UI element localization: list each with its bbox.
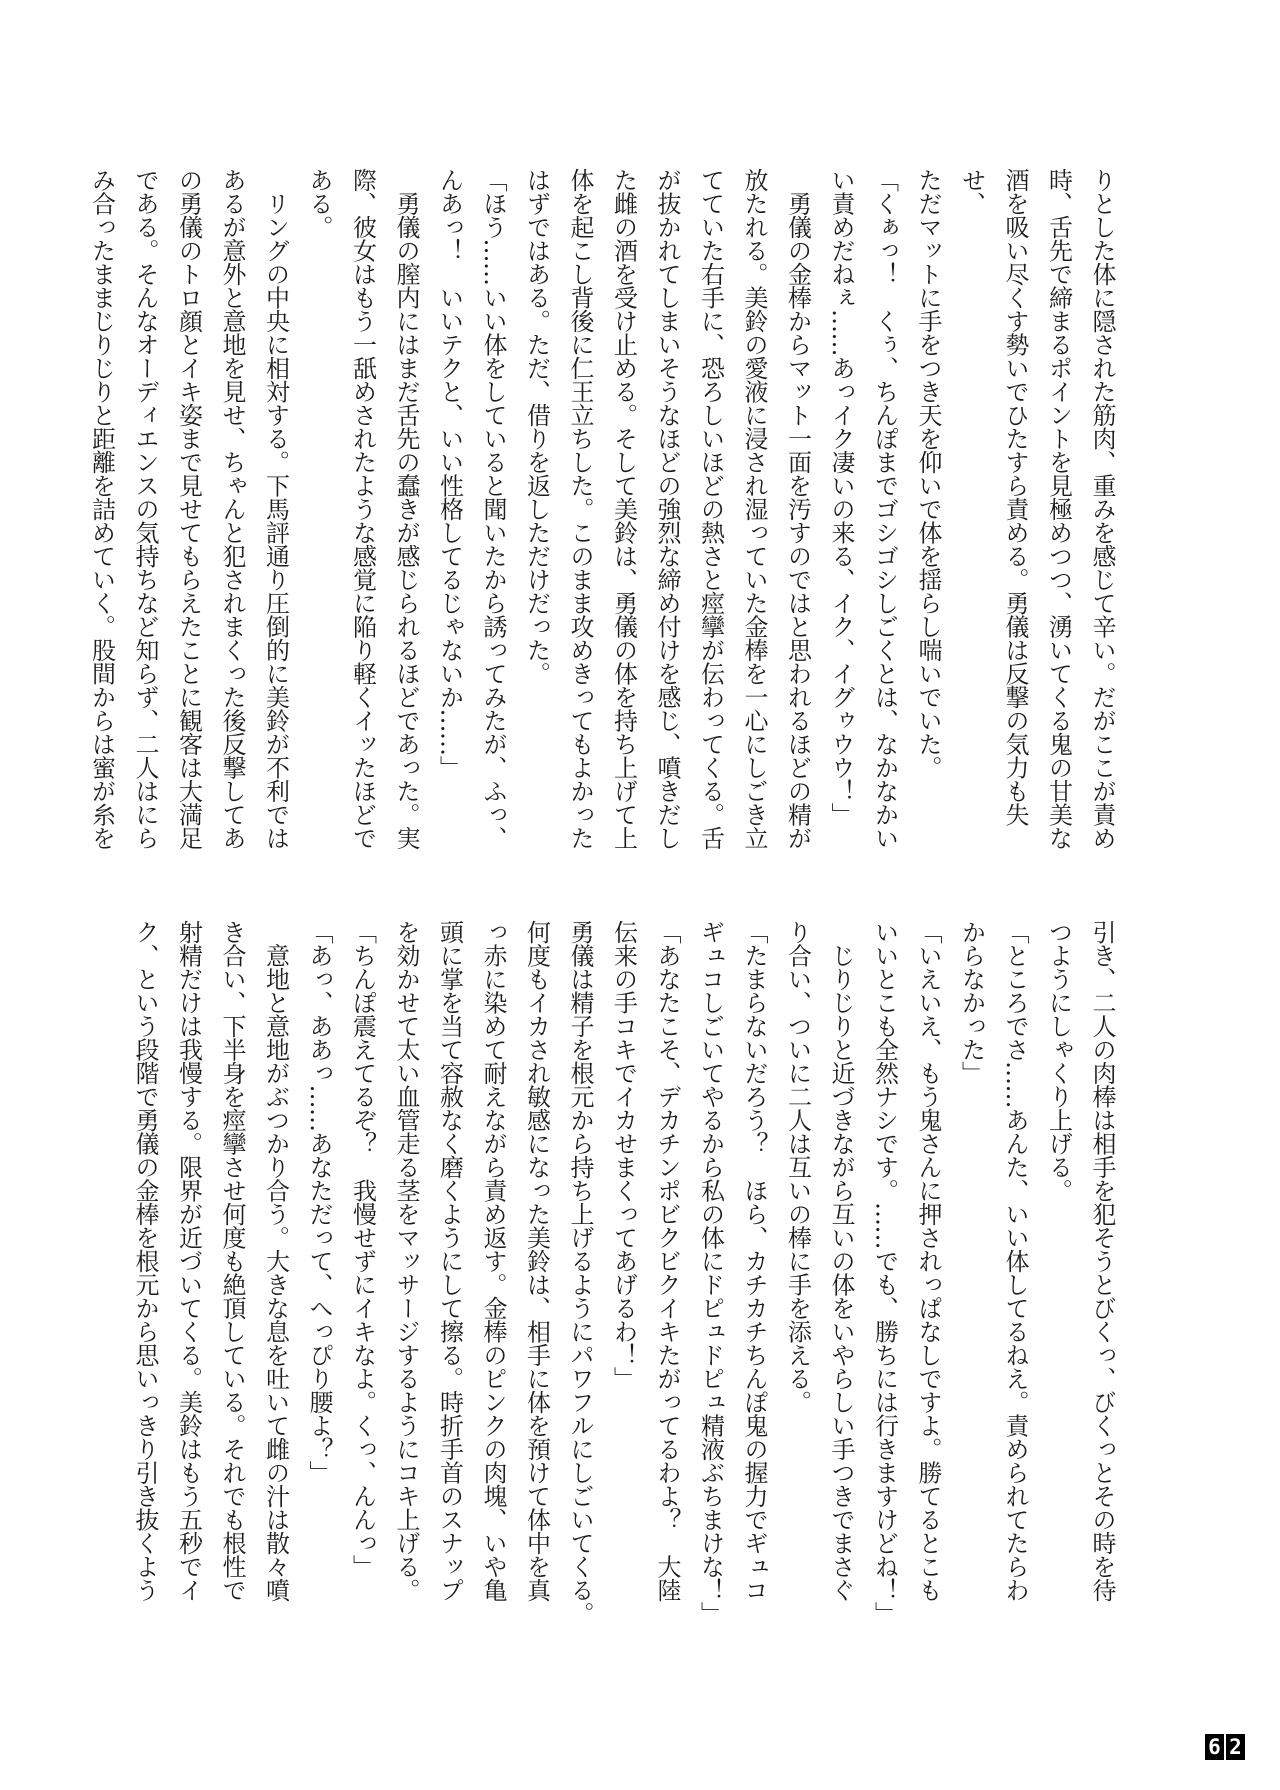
- text-line: 「ほう……いい体をしていると聞いたから誘ってみたが、ふっ、: [479, 168, 507, 850]
- text-line: 際、彼女はもう一舐めされたような感覚に陥り軽くイッたほどで: [348, 168, 377, 850]
- text-line: 「あなたこそ、デカチンポビクビクイキたがってるわよ？ 大陸: [653, 920, 681, 1602]
- text-line: 「たまらないだろう？ ほら、カチカチちんぽ鬼の握力でギュコ: [740, 920, 768, 1602]
- text-line: 勇儀は精子を根元から持ち上げるようにパワフルにしごいてくる。: [566, 920, 594, 1625]
- text-line: 伝来の手コキでイカせまくってあげるわ！」: [609, 920, 638, 1390]
- text-line: 酒を吸い尽くす勢いでひたすら責める。勇儀は反撃の気力も失せ、: [957, 168, 1029, 826]
- text-line: 意地と意地がぶつかり合う。大きな息を吐いて雌の汁は散々噴: [261, 920, 290, 1602]
- text-line: き合い、下半身を痙攣させ何度も絶頂している。それでも根性で: [218, 920, 246, 1602]
- text-line: み合ったままじりじりと距離を詰めていく。股間からは蜜が糸を: [87, 168, 116, 850]
- page-number: [1205, 1734, 1245, 1760]
- text-line: である。そんなオーディエンスの気持ちなど知らず、二人はにら: [131, 168, 159, 850]
- page-number-digit: 2: [1226, 1734, 1245, 1760]
- text-line: り合い、ついに二人は互いの棒に手を添える。: [783, 920, 812, 1414]
- text-line: あるが意外と意地を見せ、ちゃんと犯されまくった後反撃してあ: [218, 168, 246, 850]
- text-line: 頭に掌を当て容赦なく磨くようにして擦る。時折手首のスナップ: [435, 920, 464, 1602]
- text-line: 何度もイカされ敏感になった美鈴は、相手に体を預けて体中を真: [522, 920, 551, 1602]
- text-line: じりじりと近づきながら互いの体をいやらしい手つきでまさぐ: [827, 920, 855, 1602]
- text-line: んあっ！ いいテクと、いい性格してるじゃないか……」: [435, 168, 464, 779]
- text-line: 射精だけは我慢する。限界が近づいてくる。美鈴はもう五秒でイ: [174, 920, 203, 1602]
- text-line: いいとこも全然ナシです。……でも、勝ちには行きますけどね！」: [870, 920, 899, 1625]
- text-line: が抜かれてしまいそうなほどの強烈な締め付けを感じ、噴きだし: [653, 168, 681, 850]
- text-line: ただマットに手をつき天を仰いで体を揺らし喘いでいた。: [914, 168, 942, 779]
- text-line: つようにしゃくり上げる。: [1044, 920, 1073, 1202]
- text-block-top: [79, 168, 1123, 868]
- text-line: りとした体に隠された筋肉、重みを感じて辛い。だがここが責め: [1088, 168, 1116, 850]
- text-line: ある。: [305, 168, 333, 239]
- text-line: 「ところでさ……あんた、いい体してるねえ。責められてたらわ: [1001, 920, 1029, 1602]
- text-line: い責めだねぇ……あっイク凄いの来る、イク、イグゥウウ！」: [827, 168, 855, 826]
- text-line: 「あっ、ああっ……あなただって、へっぴり腰よ？」: [305, 920, 333, 1484]
- text-line: ギュコしごいてやるから私の体にドピュドピュ精液ぶちまけな！」: [696, 920, 725, 1625]
- text-line: 「くぁっ！ くぅ、ちんぽまでゴシゴシしごくとは、なかなかい: [870, 168, 899, 850]
- text-line: た雌の酒を受け止める。そして美鈴は、勇儀の体を持ち上げて上: [609, 168, 638, 850]
- text-line: からなかった」: [957, 920, 986, 1085]
- text-line: を効かせて太い血管走る茎をマッサージするようにコキ上げる。: [392, 920, 420, 1602]
- text-line: リングの中央に相対する。下馬評通り圧倒的に美鈴が不利では: [261, 168, 290, 850]
- text-line: てていた右手に、恐ろしいほどの熱さと痙攣が伝わってくる。舌: [696, 168, 725, 850]
- text-line: 引き、二人の肉棒は相手を犯そうとびくっ、びくっとその時を待: [1088, 920, 1116, 1602]
- text-line: 放たれる。美鈴の愛液に浸され湿っていた金棒を一心にしごき立: [740, 168, 768, 850]
- text-line: はずではある。ただ、借りを返しただけだった。: [522, 168, 551, 685]
- text-line: 勇儀の膣内にはまだ舌先の蠢きが感じられるほどであった。実: [392, 168, 420, 850]
- text-line: っ赤に染めて耐えながら責め返す。金棒のピンクの肉塊、いや亀: [479, 920, 507, 1602]
- text-line: ク、という段階で勇儀の金棒を根元から思いっきり引き抜くよう: [131, 920, 159, 1602]
- text-line: 体を起こし背後に仁王立ちした。このまま攻めきってもよかった: [566, 168, 594, 850]
- text-line: 「いえいえ、もう鬼さんに押されっぱなしですよ。勝てるとこも: [914, 920, 942, 1602]
- text-block-bottom: [123, 920, 1124, 1652]
- text-line: 時、舌先で締まるポイントを見極めつつ、湧いてくる鬼の甘美な: [1044, 168, 1073, 850]
- page-number-digit: 6: [1205, 1734, 1224, 1760]
- text-line: の勇儀のトロ顔とイキ姿まで見せてもらえたことに観客は大満足: [174, 168, 203, 850]
- text-line: 勇儀の金棒からマット一面を汚すのではと思われるほどの精が: [783, 168, 812, 850]
- text-line: 「ちんぽ震えてるぞ？ 我慢せずにイキなよ。くっ、んんっ」: [348, 920, 377, 1578]
